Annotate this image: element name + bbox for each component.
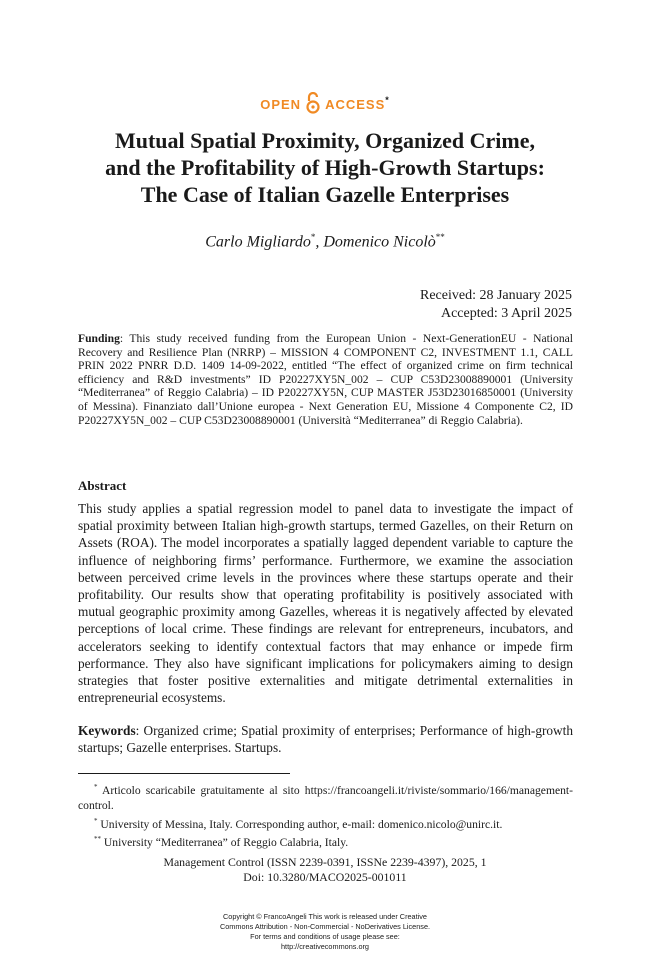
journal-citation: Management Control (ISSN 2239-0391, ISSNe 2239-4397), 2025, 1 — [163, 855, 487, 869]
footnote-text: Articolo scaricabile gratuitamente al sito https://francoangeli.it/riviste/sommario/166/management-control. — [78, 783, 573, 813]
abstract-heading: Abstract — [78, 478, 127, 493]
footnote-mark: * — [94, 783, 98, 791]
author-mark: ** — [435, 232, 445, 242]
author-mark: * — [310, 232, 316, 242]
keywords-label: Keywords — [78, 723, 136, 738]
open-access-logo — [0, 92, 650, 117]
doi: Doi: 10.3280/MACO2025-001011 — [243, 870, 407, 884]
license-line: Copyright © FrancoAngeli This work is released under Creative — [223, 912, 427, 921]
footnote — [78, 814, 573, 832]
author-list — [0, 232, 650, 251]
keywords-text: : Organized crime; Spatial proximity of enterprises; Performance of high-growth startups; Gazelle enterprises. Startups. — [78, 723, 573, 756]
funding-text: : This study received funding from the European Union - Next-GenerationEU - National Recovery and Resilience Plan (NRRP) – MISSION 4 COMPONENT C2, INVESTMENT 1.1, CALL PRIN 2022 PNRR D.D. 1409 14-09-2022, entitled “The effect of organized crime on firm technical efficiency and R&D investments” ID P20227XY5N_002 – CUP C53D23008890001 (University “Mediterranea” of Reggio Calabria) – ID P20227XY5N, CUP MASTER J53D23016850001 (University of Messina). Finanziato dall’Unione europea - Next Generation EU, Missione 4 Componente C2, ID P20227XY5N_002 – CUP C53D23008890001 (Università “Mediterranea” di Reggio Calabria). — [78, 332, 573, 427]
license-line: For terms and conditions of usage please see: — [250, 932, 400, 941]
license-line: Commons Attribution - Non-Commercial - NoDerivatives License. — [219, 922, 431, 931]
access-footnote-mark: * — [385, 95, 390, 105]
footnote-text: University of Messina, Italy. Corresponding author, e-mail: domenico.nicolo@unirc.it. — [97, 817, 503, 831]
submission-dates — [420, 287, 572, 323]
journal-info — [0, 855, 650, 885]
open-lock-icon — [306, 92, 320, 117]
funding-statement — [78, 332, 573, 427]
title-line-1: Mutual Spatial Proximity, Organized Crime, — [114, 128, 535, 153]
footnotes — [78, 780, 573, 851]
title-line-3: The Case of Italian Gazelle Enterprises — [140, 182, 510, 207]
funding-label: Funding — [78, 332, 120, 345]
open-label: OPEN — [260, 97, 302, 112]
title-line-2: and the Profitability of High-Growth Startups: — [105, 155, 545, 180]
footnote — [78, 832, 573, 850]
accepted-date: Accepted: 3 April 2025 — [440, 306, 572, 321]
footnote — [78, 780, 573, 814]
received-date: Received: 28 January 2025 — [419, 288, 572, 303]
footnote-mark: * — [94, 816, 98, 825]
keywords-section — [78, 722, 573, 756]
access-label: ACCESS — [325, 97, 386, 112]
footnote-mark: ** — [94, 835, 101, 844]
author-name: Domenico Nicolò — [323, 233, 436, 251]
author-separator: , — [315, 233, 324, 251]
paper-title — [40, 127, 610, 208]
license-link[interactable]: http://creativecommons.org — [280, 942, 369, 951]
license-notice — [0, 912, 650, 952]
footnote-text: University “Mediterranea” of Reggio Calabria, Italy. — [101, 836, 349, 850]
footnote-divider — [78, 773, 290, 774]
abstract-text: This study applies a spatial regression model to panel data to investigate the impact of spatial proximity between Italian high-growth startups, termed Gazelles, on their Return on Assets (ROA). The model incorporates a spatially lagged dependent variable to capture the influence of neighboring firms’ performance. Furthermore, we examine the association between perceived crime levels in the provinces where these startups operate and their profitability. Our results show that operating profitability is positively associated with mutual geographic proximity among Gazelles, whereas it is negatively affected by elevated perceptions of local crime. These findings are relevant for entrepreneurs, incubators, and accelerators seeking to identify contextual factors that may enhance or impede firm performance. They also have significant implications for policymakers aiming to design strategies that foster positive externalities and mitigate detrimental externalities in entrepreneurial ecosystems. — [78, 501, 573, 706]
author-name: Carlo Migliardo — [205, 233, 311, 251]
